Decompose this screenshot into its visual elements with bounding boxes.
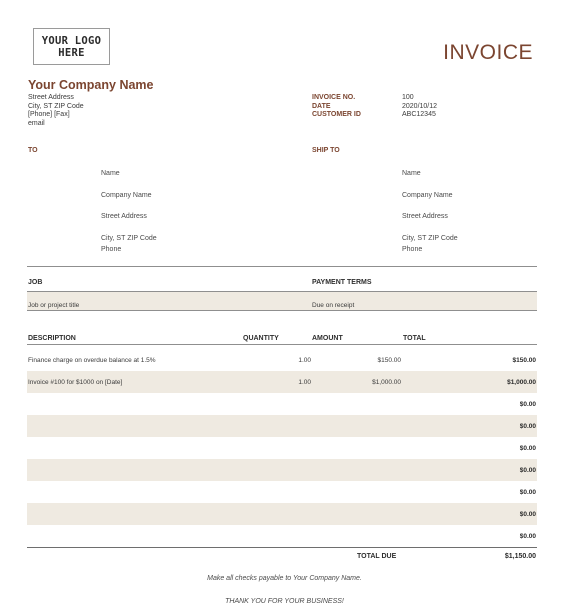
address-divider (27, 266, 537, 267)
invoice-meta (312, 94, 437, 120)
line-items-table (27, 349, 537, 547)
ship-to-label: SHIP TO (312, 147, 340, 154)
item-total: $0.00 (519, 445, 536, 452)
company-name: Your Company Name (28, 78, 154, 92)
total-header: TOTAL (403, 335, 426, 342)
customer-id-label: CUSTOMER ID (312, 111, 361, 118)
table-row (27, 437, 537, 459)
quantity-header: QUANTITY (243, 335, 279, 342)
job-header: JOB (28, 279, 43, 286)
table-row (27, 371, 537, 393)
thank-you-note: THANK YOU FOR YOUR BUSINESS! (225, 598, 344, 605)
to-street: Street Address (101, 213, 147, 220)
item-total: $0.00 (519, 489, 536, 496)
logo-line-1: YOUR LOGO (41, 34, 102, 47)
table-header-divider (27, 344, 537, 345)
ship-name: Name (402, 170, 421, 177)
item-total: $150.00 (512, 357, 536, 364)
item-total: $0.00 (519, 533, 536, 540)
total-divider (27, 547, 537, 548)
item-amount: $1,000.00 (372, 379, 401, 386)
table-row (27, 503, 537, 525)
item-total: $0.00 (519, 511, 536, 518)
checks-payable-note: Make all checks payable to Your Company Name. (207, 575, 362, 582)
company-street: Street Address (28, 94, 74, 101)
item-description: Finance charge on overdue balance at 1.5% (28, 357, 156, 364)
invoice-no-value: 100 (402, 94, 414, 101)
description-header: DESCRIPTION (28, 335, 76, 342)
payment-terms-value: Due on receipt (312, 302, 355, 309)
logo-line-2: HERE (58, 46, 85, 59)
total-due-value: $1,150.00 (504, 553, 536, 560)
ship-company: Company Name (402, 192, 453, 199)
item-total: $0.00 (519, 467, 536, 474)
ship-street: Street Address (402, 213, 448, 220)
ship-city: City, ST ZIP Code (402, 235, 458, 242)
item-total: $0.00 (519, 423, 536, 430)
item-quantity: 1.00 (298, 379, 311, 386)
job-value: Job or project title (28, 302, 80, 309)
date-value: 2020/10/12 (402, 102, 438, 110)
logo-placeholder (33, 28, 110, 65)
company-phone: [Phone] [Fax] (28, 111, 70, 118)
table-row (27, 349, 537, 371)
item-quantity: 1.00 (298, 357, 311, 364)
to-phone: Phone (101, 246, 122, 253)
table-row (27, 459, 537, 481)
amount-header: AMOUNT (312, 335, 343, 342)
to-company: Company Name (101, 192, 152, 199)
date-label: DATE (312, 102, 331, 110)
table-row (27, 525, 537, 547)
job-row (27, 291, 537, 311)
item-total: $0.00 (519, 401, 536, 408)
table-row (27, 415, 537, 437)
company-city: City, ST ZIP Code (28, 102, 84, 110)
company-email: email (28, 119, 45, 127)
total-due-label: TOTAL DUE (357, 553, 397, 560)
payment-terms-header: PAYMENT TERMS (312, 279, 372, 286)
item-description: Invoice #100 for $1000 on [Date] (28, 379, 123, 386)
customer-id-value: ABC12345 (402, 111, 436, 118)
invoice-no-label: INVOICE NO. (312, 94, 356, 101)
table-row (27, 393, 537, 415)
to-label: TO (28, 147, 38, 154)
invoice-title: INVOICE (443, 41, 533, 64)
to-city: City, ST ZIP Code (101, 235, 157, 242)
to-name: Name (101, 170, 120, 177)
item-total: $1,000.00 (507, 379, 536, 386)
company-info (28, 94, 84, 128)
ship-phone: Phone (402, 246, 423, 253)
item-amount: $150.00 (377, 357, 401, 364)
table-row (27, 481, 537, 503)
